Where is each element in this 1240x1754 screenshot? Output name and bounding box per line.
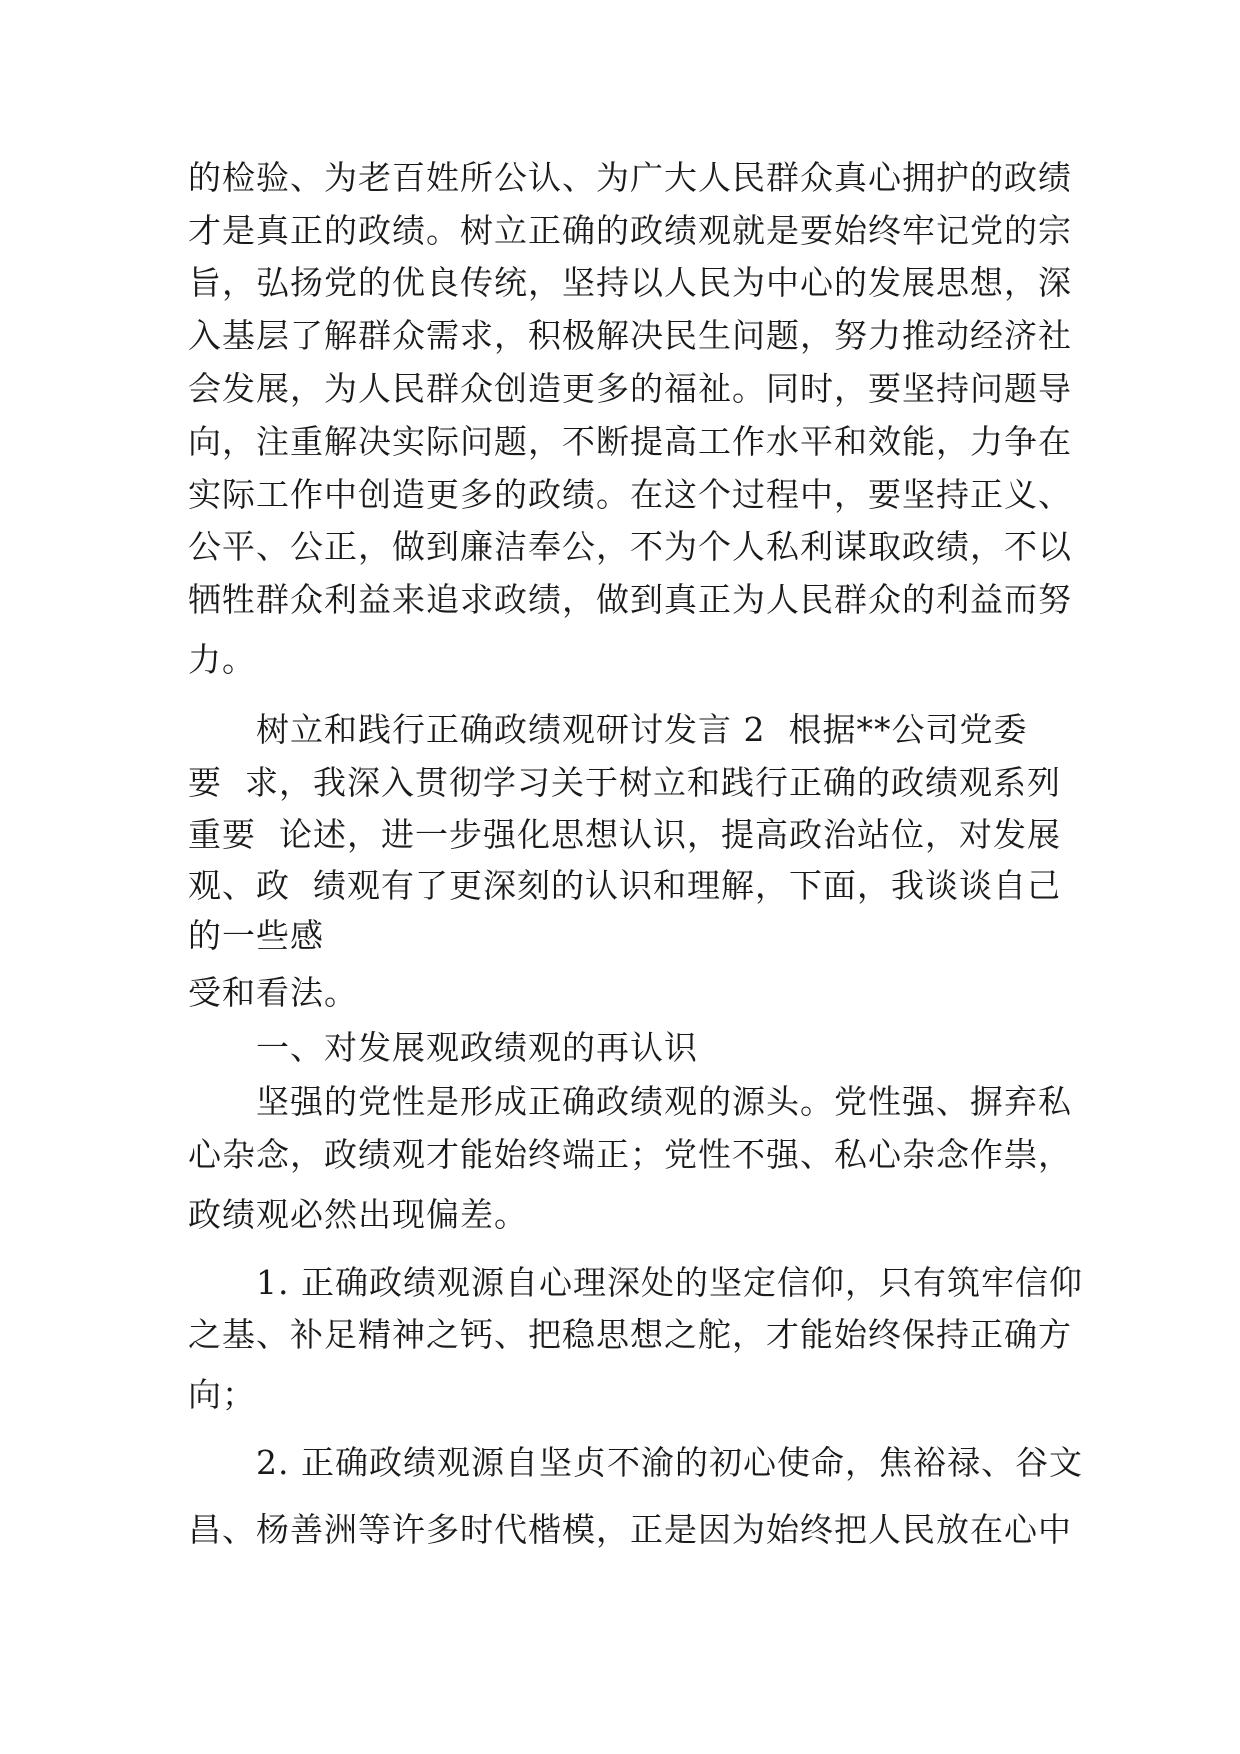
body-text-line: 心杂念，政绩观才能始终端正；党性不强、私心杂念作祟，	[188, 1135, 1072, 1174]
body-text-line: 观、政 绩观有了更深刻的认识和理解，下面，我谈谈自己	[188, 866, 1061, 905]
body-text-line: 政绩观必然出现偏差。	[188, 1195, 528, 1234]
body-text-line: 实际工作中创造更多的政绩。在这个过程中，要坚持正义、	[188, 475, 1072, 514]
body-text-line: 才是真正的政绩。树立正确的政绩观就是要始终牢记党的宗	[188, 211, 1072, 250]
body-text-line: 要 求，我深入贯彻学习关于树立和践行正确的政绩观系列	[188, 763, 1061, 802]
body-text-line: 重要 论述，进一步强化思想认识，提高政治站位，对发展	[188, 815, 1061, 854]
body-text-line: 旨，弘扬党的优良传统，坚持以人民为中心的发展思想，深	[188, 263, 1072, 302]
body-text-line: 牺牲群众利益来追求政绩，做到真正为人民群众的利益而努	[188, 580, 1072, 619]
body-text-line: 坚强的党性是形成正确政绩观的源头。党性强、摒弃私	[256, 1082, 1072, 1121]
body-text-line: 会发展，为人民群众创造更多的福祉。同时，要坚持问题导	[188, 369, 1072, 408]
body-text-line: 昌、杨善洲等许多时代楷模，正是因为始终把人民放在心中	[188, 1510, 1072, 1549]
body-text-line: 受和看法。	[188, 973, 358, 1012]
list-item-line: 1. 正确政绩观源自心理深处的坚定信仰，只有筑牢信仰	[256, 1263, 1083, 1302]
body-text-line: 的一些感	[188, 916, 324, 955]
body-text-line: 之基、补足精神之钙、把稳思想之舵，才能始终保持正确方	[188, 1315, 1072, 1354]
body-text-line: 入基层了解群众需求，积极解决民生问题，努力推动经济社	[188, 316, 1072, 355]
section-heading-line: 树立和践行正确政绩观研讨发言 2 根据**公司党委	[256, 710, 1028, 749]
body-text-line: 力。	[188, 640, 256, 679]
list-item-line: 2. 正确政绩观源自坚贞不渝的初心使命，焦裕禄、谷文	[256, 1443, 1083, 1482]
body-text-line: 向，注重解决实际问题，不断提高工作水平和效能，力争在	[188, 422, 1072, 461]
body-text-line: 公平、公正，做到廉洁奉公，不为个人私利谋取政绩，不以	[188, 527, 1072, 566]
body-text-line: 向；	[188, 1375, 256, 1414]
body-text-line: 的检验、为老百姓所公认、为广大人民群众真心拥护的政绩	[188, 158, 1072, 197]
subheading-line: 一、对发展观政绩观的再认识	[256, 1028, 698, 1067]
